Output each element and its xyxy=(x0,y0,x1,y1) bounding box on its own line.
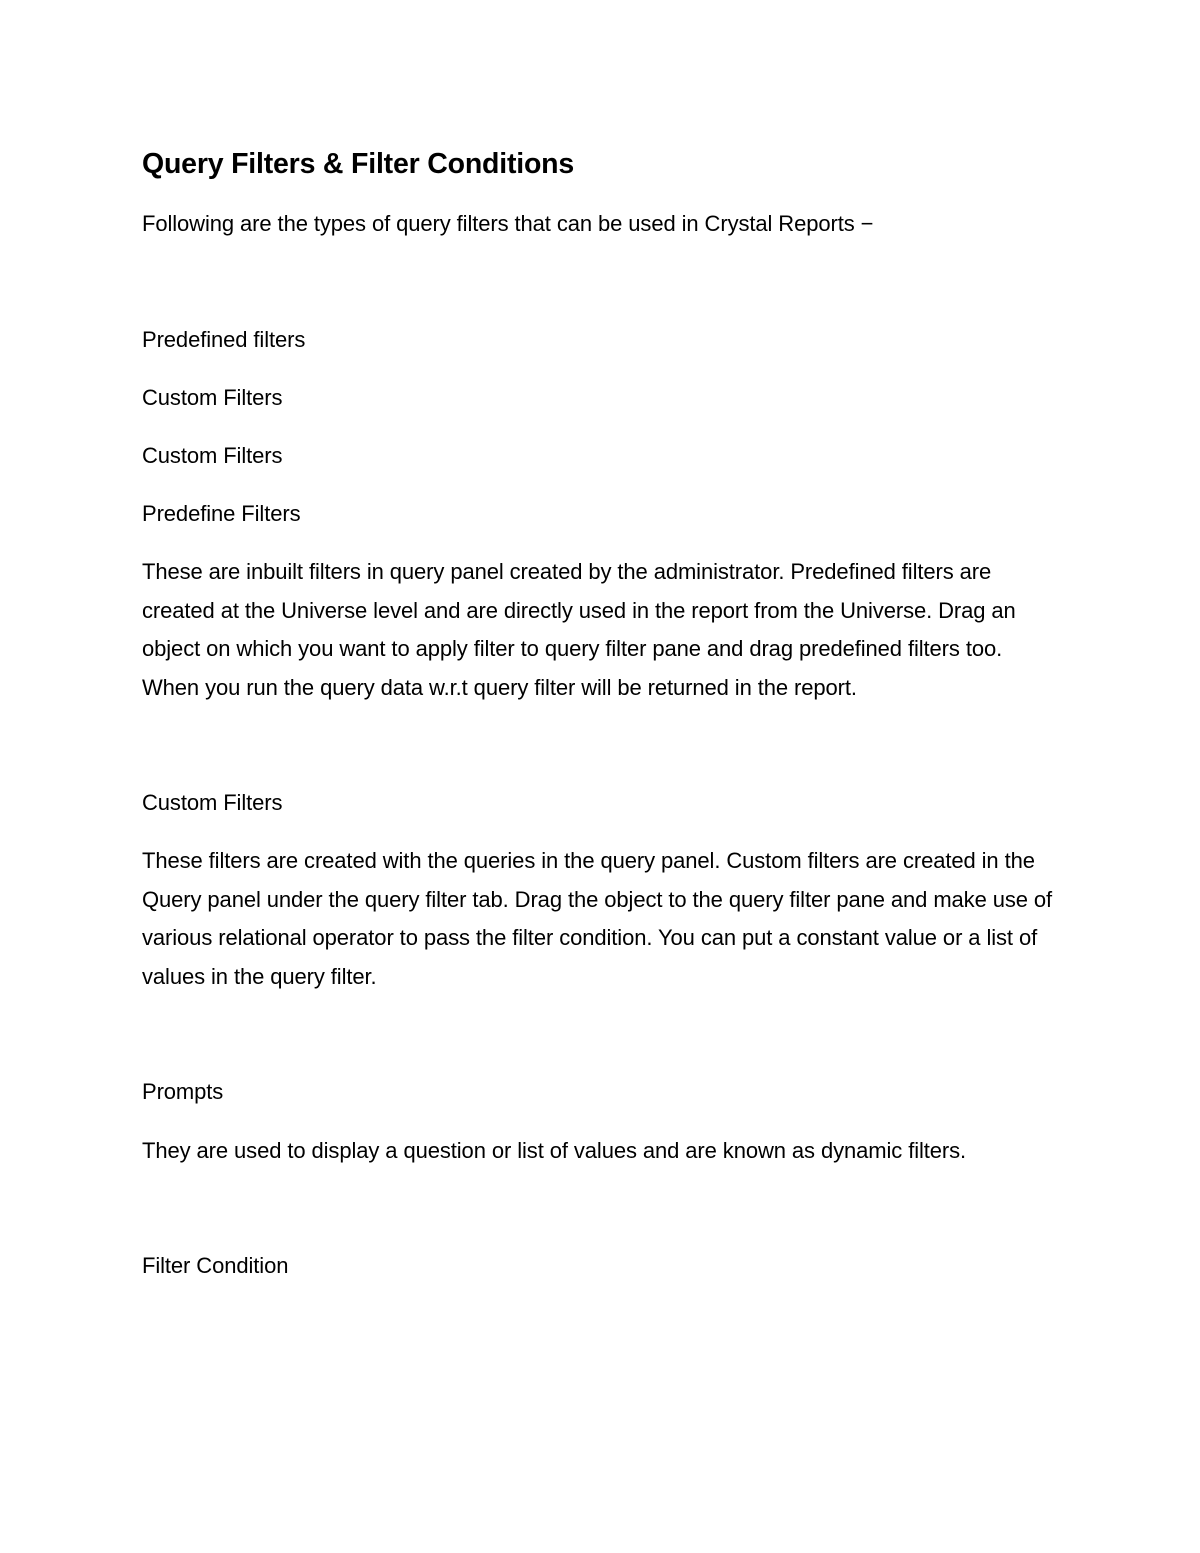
list-item-custom-filters: Custom Filters xyxy=(142,384,283,410)
list-item-custom-filters-repeat: Custom Filters xyxy=(142,442,283,468)
list-item-predefine-filters: Predefine Filters xyxy=(142,501,301,527)
filter-condition-heading: Filter Condition xyxy=(142,1253,289,1279)
intro-text: Following are the types of query filters that can be used in Crystal Reports − xyxy=(142,211,874,236)
predefined-filters-paragraph: These are inbuilt filters in query panel created by the administrator. Predefined filters are created at the Universe level and are directly used in the report from the Universe. Drag an object on which you want to apply filter to query filter pane and drag predefined filters too. When you run the query data w.r.t query filter will be returned in the report. xyxy=(142,559,1016,700)
page-title: Query Filters & Filter Conditions xyxy=(142,148,575,180)
list-item-predefined-filters: Predefined filters xyxy=(142,326,306,352)
prompts-heading: Prompts xyxy=(142,1079,224,1105)
custom-filters-paragraph: These filters are created with the queries in the query panel. Custom filters are created in the Query panel under the query filter tab. Drag the object to the query filter pane and make use of various relational operator to pass the filter condition. You can put a constant value or a list of values in the query filter. xyxy=(142,848,1053,989)
prompts-paragraph: They are used to display a question or list of values and are known as dynamic filters. xyxy=(142,1137,967,1163)
custom-filters-heading: Custom Filters xyxy=(142,790,283,816)
document-body xyxy=(142,140,1062,1286)
